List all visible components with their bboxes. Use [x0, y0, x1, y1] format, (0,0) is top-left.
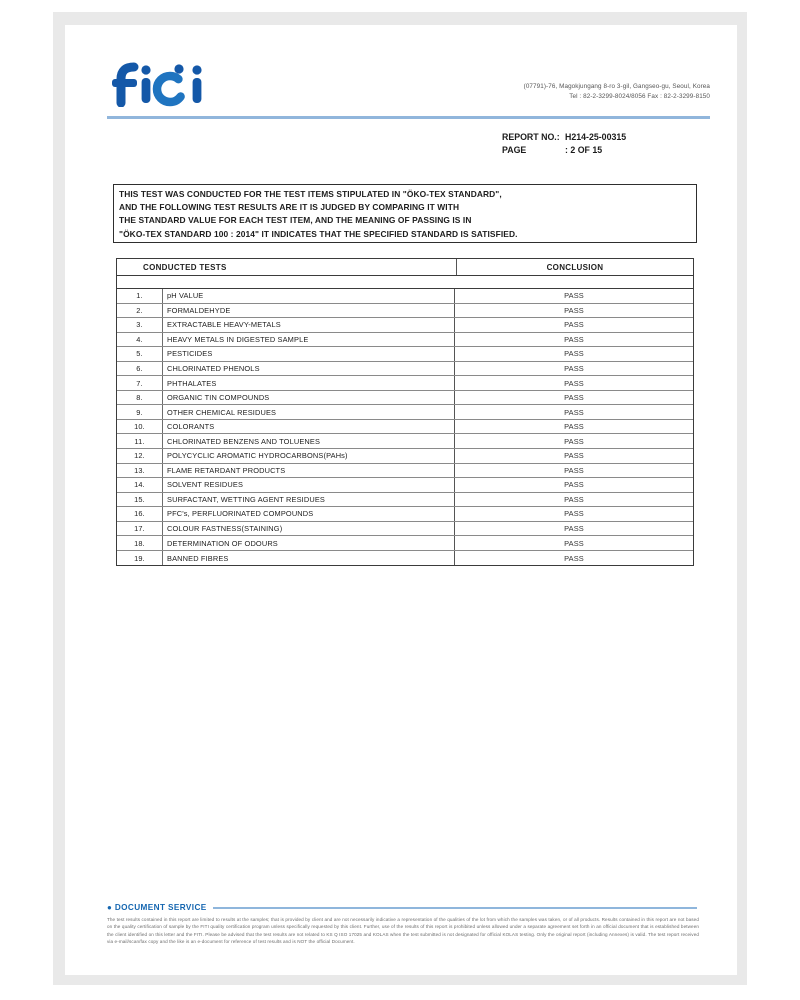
row-conclusion: PASS — [564, 422, 584, 432]
row-number: 14. — [117, 478, 163, 492]
table-row — [117, 478, 693, 493]
row-test-name: FORMALDEHYDE — [163, 304, 455, 318]
row-test-name: COLOUR FASTNESS(STAINING) — [163, 522, 455, 536]
conducted-tests-header: CONDUCTED TESTS — [117, 259, 457, 275]
row-test-name: PFC's, PERFLUORINATED COMPOUNDS — [163, 507, 455, 521]
row-number: 11. — [117, 434, 163, 448]
row-number: 9. — [117, 405, 163, 419]
row-test-name: SURFACTANT, WETTING AGENT RESIDUES — [163, 493, 455, 507]
row-number: 10. — [117, 420, 163, 434]
row-conclusion: PASS — [564, 305, 584, 315]
conclusion-header: CONCLUSION — [546, 262, 604, 272]
page-shadow-frame — [53, 12, 747, 985]
row-number: 13. — [117, 464, 163, 478]
table-row — [117, 507, 693, 522]
table-row — [117, 304, 693, 319]
statement-line-2: AND THE FOLLOWING TEST RESULTS ARE IT IS JUDGED BY COMPARING IT WITH — [119, 202, 460, 213]
row-test-name: COLORANTS — [163, 420, 455, 434]
row-number: 12. — [117, 449, 163, 463]
address-line1: (07791)-76, Magokjungang 8-ro 3-gil, Gangseo-gu, Seoul, Korea — [523, 83, 710, 90]
row-conclusion: PASS — [564, 480, 584, 490]
row-test-name: CHLORINATED PHENOLS — [163, 362, 455, 376]
table-row — [117, 333, 693, 348]
report-no-value: H214-25-00315 — [565, 132, 627, 142]
row-number: 19. — [117, 551, 163, 566]
row-conclusion: PASS — [564, 334, 584, 344]
table-row — [117, 522, 693, 537]
address-line2: Tel : 82-2-3299-8024/8056 Fax : 82-2-3299-8150 — [569, 92, 710, 100]
fiti-logo — [107, 61, 217, 107]
row-test-name: EXTRACTABLE HEAVY-METALS — [163, 318, 455, 332]
statement-line-1: THIS TEST WAS CONDUCTED FOR THE TEST ITEMS STIPULATED IN "ÖKO-TEX STANDARD", — [119, 189, 502, 199]
row-number: 5. — [117, 347, 163, 361]
row-test-name: POLYCYCLIC AROMATIC HYDROCARBONS(PAHs) — [163, 449, 455, 463]
row-conclusion: PASS — [564, 291, 584, 301]
table-row — [117, 289, 693, 304]
table-row — [117, 536, 693, 551]
row-conclusion: PASS — [564, 378, 584, 388]
row-conclusion: PASS — [564, 451, 584, 461]
row-conclusion: PASS — [564, 436, 584, 446]
row-conclusion: PASS — [564, 553, 584, 563]
row-test-name: BANNED FIBRES — [163, 551, 455, 566]
row-conclusion: PASS — [564, 364, 584, 373]
row-conclusion: PASS — [564, 465, 584, 475]
row-number: 8. — [117, 391, 163, 405]
table-spacer-row — [116, 276, 694, 288]
row-number: 17. — [117, 522, 163, 536]
table-row — [117, 434, 693, 449]
statement-line-3: THE STANDARD VALUE FOR EACH TEST ITEM, AND THE MEANING OF PASSING IS IN — [119, 215, 472, 226]
row-test-name: ORGANIC TIN COMPOUNDS — [163, 391, 455, 405]
document-service-title: DOCUMENT SERVICE — [114, 903, 207, 912]
fiti-logo-icon — [107, 61, 217, 107]
disclaimer-text: The test results contained in this report are limited to results at the samples; that is provided by client and are not necessarily indicative a representation of the qualities of the lot from which the samples was taken, or of all products. Results contained in this report are not based on the quality certification of sample by the FITI quality certification program unless specifically requested by this client. Further, use of the results of this report is prohibited unless allowed under a separate agreement set forth in an official document that is established between the client identified on this letter and the FITI. Please be advised that the test results are not related to KS Q ISO 17025 and KOLAS when the test submitted is not designated for official KOLAS testing. Only the original report (including Annexes) is valid. The test report received via e-mail/scan/fax copy and the like is an e-document for reference of test results and is NOT the official Document. — [107, 917, 699, 945]
row-conclusion: PASS — [564, 494, 584, 504]
row-conclusion: PASS — [564, 509, 584, 519]
report-no-row — [502, 131, 626, 144]
report-page — [65, 25, 737, 975]
row-conclusion: PASS — [564, 349, 584, 359]
table-row — [117, 376, 693, 391]
row-number: 2. — [117, 304, 163, 318]
statement-line-4: "ÖKO-TEX STANDARD 100 : 2014" IT INDICATES THAT THE SPECIFIED STANDARD IS SATISFIED. — [119, 228, 518, 239]
page-value: : 2 OF 15 — [565, 144, 603, 155]
table-row — [117, 347, 693, 362]
page-label: PAGE — [502, 144, 527, 155]
row-number: 15. — [117, 493, 163, 507]
row-test-name: OTHER CHEMICAL RESIDUES — [163, 405, 455, 419]
table-row — [117, 449, 693, 464]
row-number: 3. — [117, 318, 163, 332]
row-test-name: PHTHALATES — [163, 376, 455, 390]
test-statement-box — [113, 184, 697, 243]
table-row — [117, 405, 693, 420]
row-conclusion: PASS — [564, 407, 584, 417]
row-number: 4. — [117, 333, 163, 347]
document-service-rule — [213, 907, 697, 909]
row-test-name: FLAME RETARDANT PRODUCTS — [163, 464, 455, 478]
table-row — [117, 551, 693, 566]
row-test-name: DETERMINATION OF ODOURS — [163, 536, 455, 550]
row-number: 7. — [117, 376, 163, 390]
row-number: 6. — [117, 362, 163, 376]
table-row — [117, 362, 693, 377]
company-address — [524, 82, 710, 101]
row-number: 1. — [117, 289, 163, 303]
bullet-icon: ● — [107, 903, 112, 912]
results-table — [116, 258, 694, 566]
row-conclusion: PASS — [564, 524, 584, 534]
report-no-label: REPORT NO.: — [502, 132, 560, 142]
row-number: 18. — [117, 536, 163, 550]
report-meta — [502, 131, 626, 156]
row-number: 16. — [117, 507, 163, 521]
row-test-name: HEAVY METALS IN DIGESTED SAMPLE — [163, 333, 455, 347]
table-body — [116, 288, 694, 566]
table-row — [117, 420, 693, 435]
table-row — [117, 391, 693, 406]
row-test-name: PESTICIDES — [163, 347, 455, 361]
table-row — [117, 318, 693, 333]
page-row — [502, 144, 626, 157]
table-row — [117, 493, 693, 508]
header-divider-rule — [107, 116, 710, 119]
row-test-name: pH VALUE — [163, 289, 455, 303]
row-conclusion: PASS — [564, 393, 584, 403]
row-test-name: SOLVENT RESIDUES — [163, 478, 455, 492]
row-conclusion: PASS — [564, 320, 584, 330]
row-conclusion: PASS — [564, 538, 584, 548]
table-row — [117, 464, 693, 479]
document-service-header — [107, 903, 697, 912]
row-test-name: CHLORINATED BENZENS AND TOLUENES — [163, 434, 455, 448]
table-header-row — [116, 258, 694, 276]
